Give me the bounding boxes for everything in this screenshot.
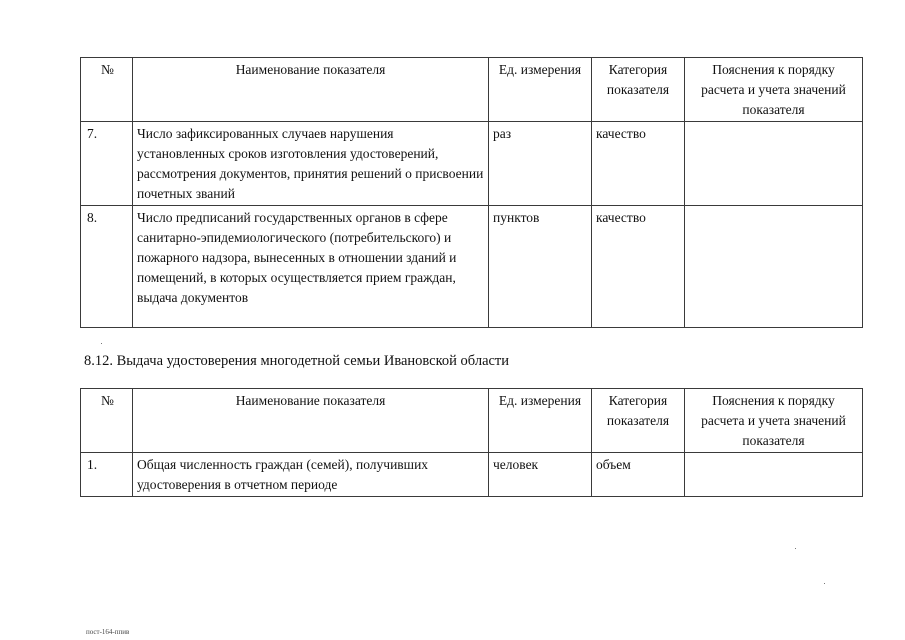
- footer-code: пост-164-ппив: [86, 628, 130, 636]
- row-category: объем: [592, 453, 685, 497]
- scan-speck: [795, 548, 796, 549]
- header-unit: Ед. измерения: [489, 389, 592, 453]
- indicators-table-2: [80, 388, 863, 497]
- header-notes: Пояснения к порядку расчета и учета значений показателя: [685, 389, 863, 453]
- header-notes: Пояснения к порядку расчета и учета значений показателя: [685, 58, 863, 122]
- row-name: Число предписаний государственных органов в сфере санитарно-эпидемиологического (потребительского) и пожарного надзора, вынесенных в отношении зданий и помещений, в которых осуществляется прием граждан, выдача документов: [133, 206, 489, 328]
- scan-speck: [824, 583, 825, 584]
- header-category: Категория показателя: [592, 58, 685, 122]
- indicators-table-1: [80, 57, 863, 328]
- row-name: Общая численность граждан (семей), получивших удостоверения в отчетном периоде: [133, 453, 489, 497]
- row-notes: [685, 122, 863, 206]
- row-notes: [685, 206, 863, 328]
- table-header-row: [81, 58, 863, 122]
- row-category: качество: [592, 206, 685, 328]
- scan-speck: [101, 343, 102, 344]
- row-number: 7.: [81, 122, 133, 206]
- table-row: [81, 453, 863, 497]
- table-row: [81, 122, 863, 206]
- header-name: Наименование показателя: [133, 58, 489, 122]
- header-number: №: [81, 389, 133, 453]
- table-row: [81, 206, 863, 328]
- row-unit: пунктов: [489, 206, 592, 328]
- row-unit: раз: [489, 122, 592, 206]
- header-category: Категория показателя: [592, 389, 685, 453]
- header-unit: Ед. измерения: [489, 58, 592, 122]
- row-unit: человек: [489, 453, 592, 497]
- table-header-row: [81, 389, 863, 453]
- row-category: качество: [592, 122, 685, 206]
- row-name: Число зафиксированных случаев нарушения установленных сроков изготовления удостоверений, рассмотрения документов, принятия решений о присвоении почетных званий: [133, 122, 489, 206]
- row-number: 1.: [81, 453, 133, 497]
- header-name: Наименование показателя: [133, 389, 489, 453]
- row-notes: [685, 453, 863, 497]
- section-heading: 8.12. Выдача удостоверения многодетной семьи Ивановской области: [84, 353, 510, 369]
- row-number: 8.: [81, 206, 133, 328]
- header-number: №: [81, 58, 133, 122]
